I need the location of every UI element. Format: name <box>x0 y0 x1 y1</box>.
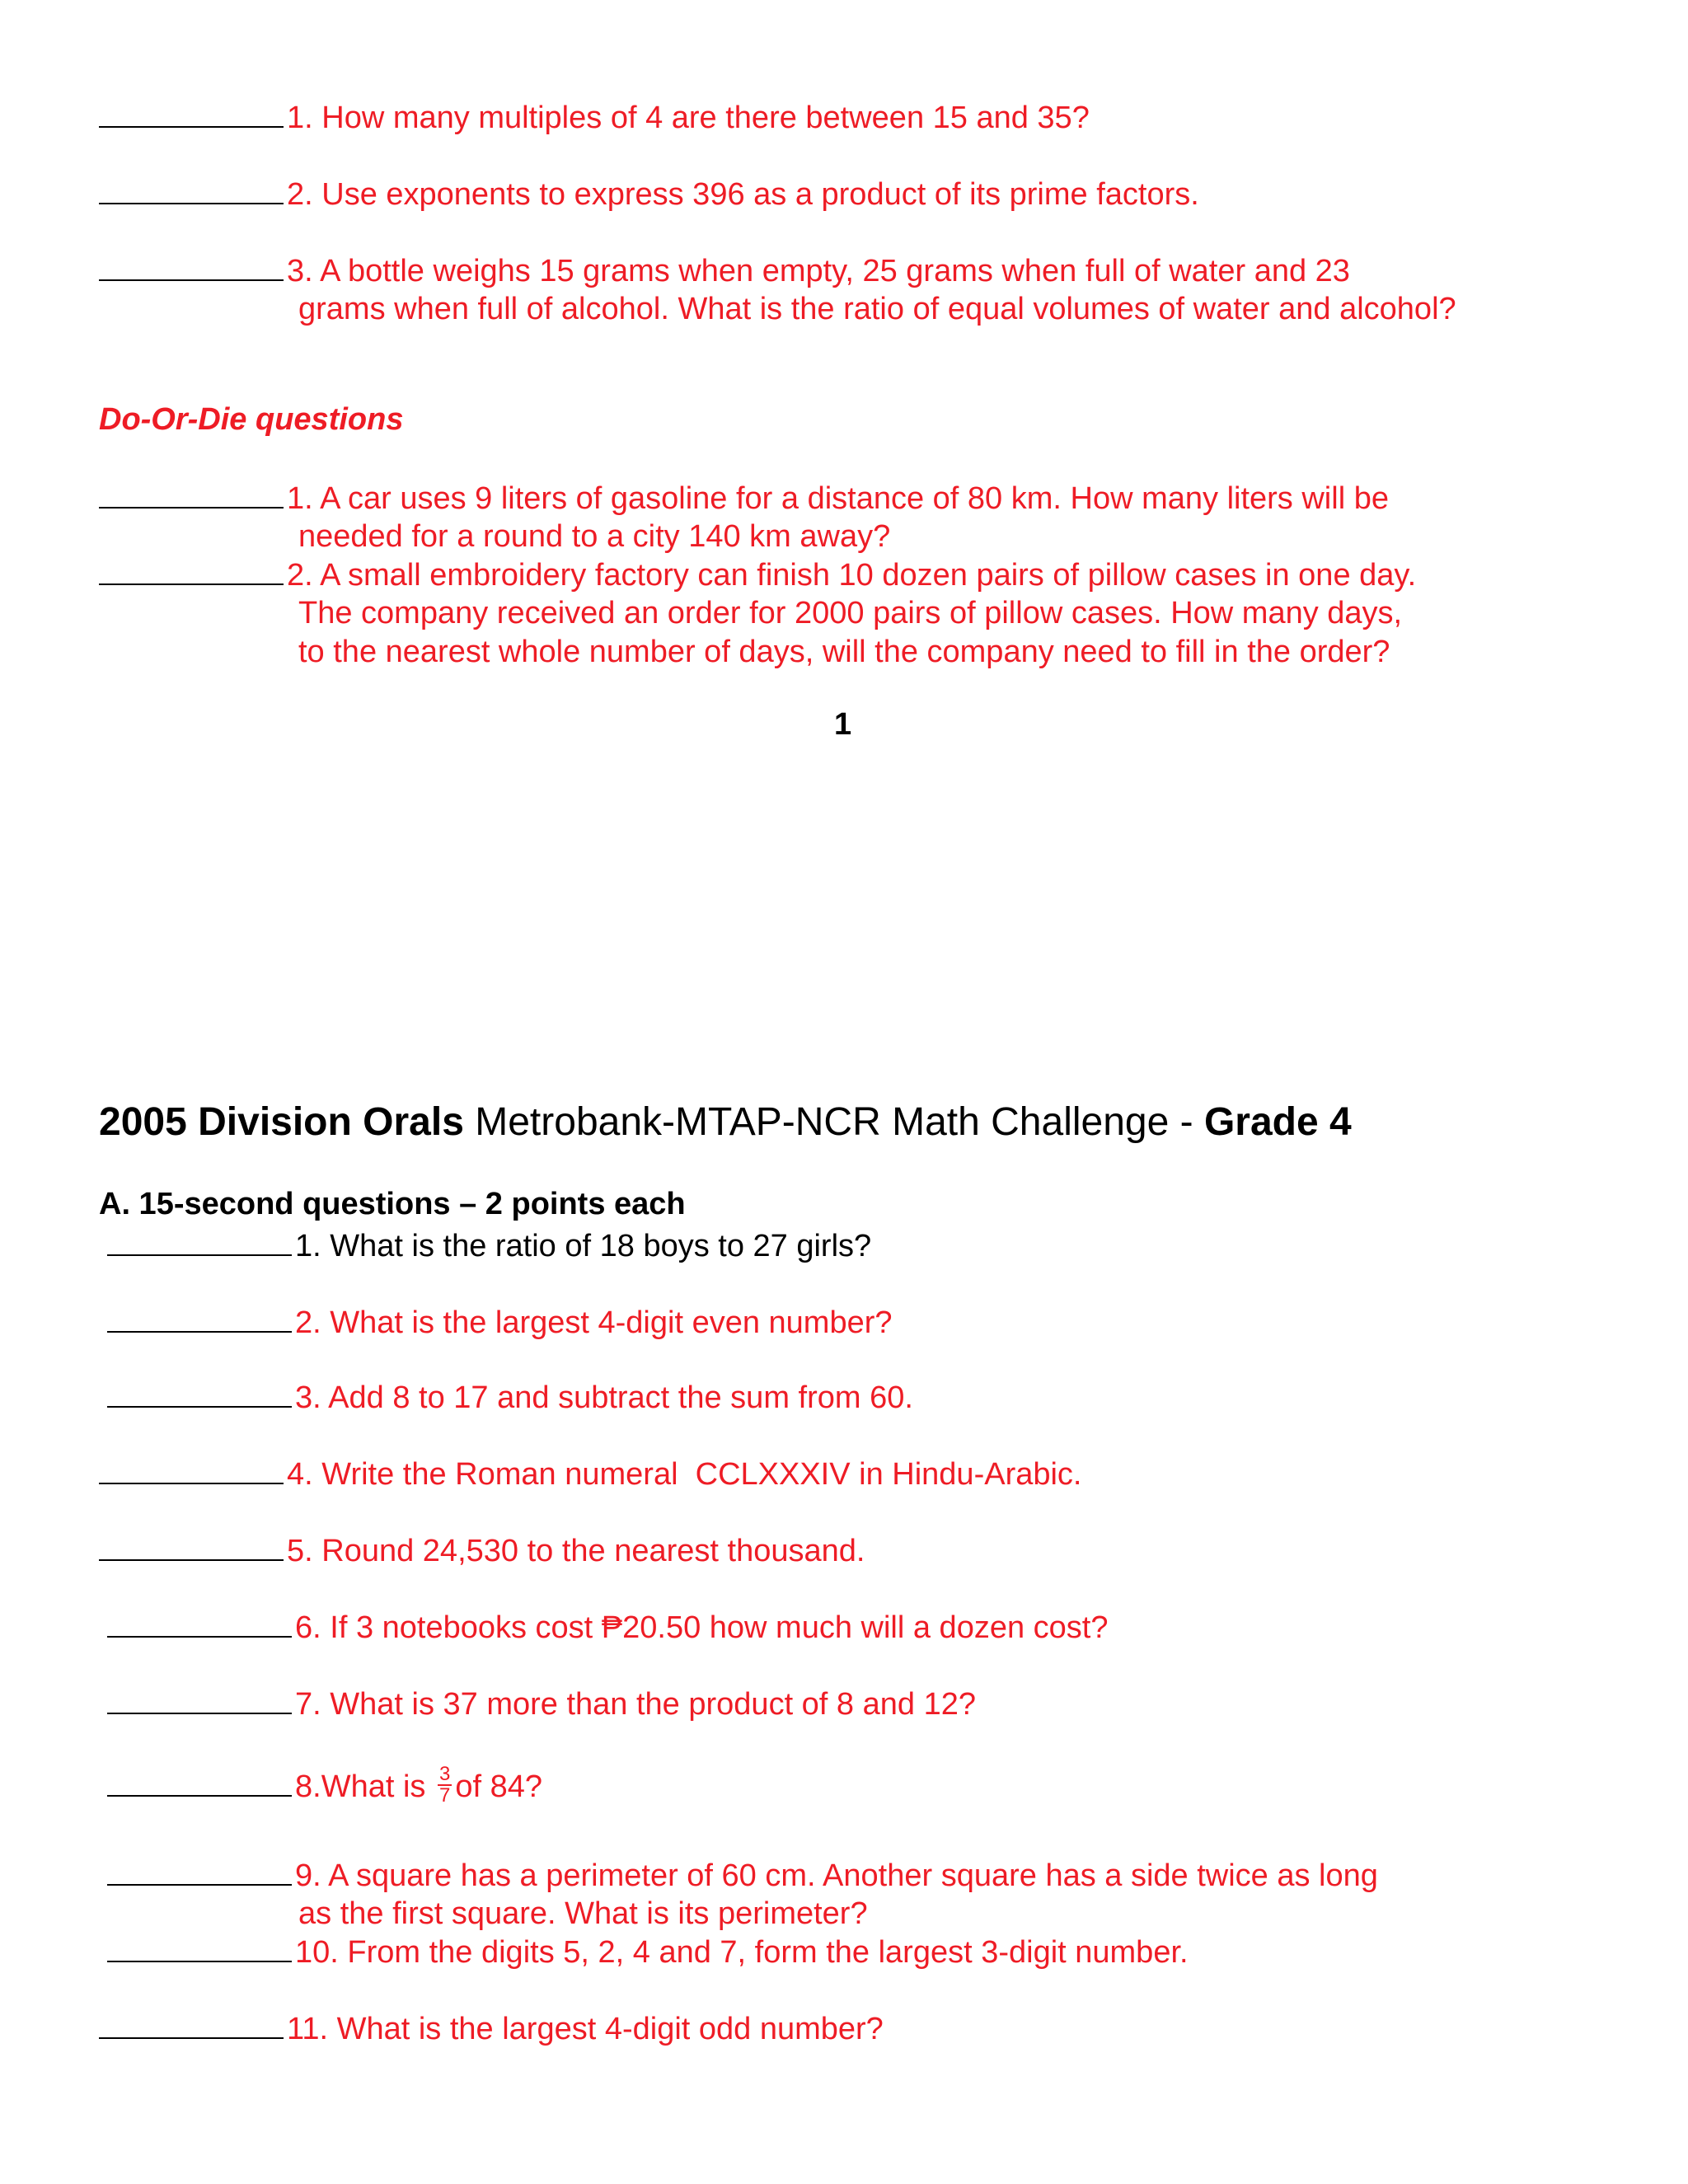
question-text-after: of 84? <box>455 1769 542 1805</box>
section-a-question-3 <box>107 1379 913 1418</box>
top-question-1 <box>99 99 1090 138</box>
section-a-question-9 <box>107 1857 1378 1896</box>
top-question-3 <box>99 252 1350 291</box>
question-text: Add 8 to 17 and subtract the sum from 60. <box>328 1380 913 1415</box>
top-question-3-cont <box>298 290 1456 329</box>
section-a-question-9-cont <box>298 1895 868 1933</box>
answer-blank[interactable] <box>107 1688 292 1714</box>
answer-blank[interactable] <box>99 1458 284 1484</box>
question-number: 2. <box>287 177 313 212</box>
question-text: grams when full of alcohol. What is the ratio of equal volumes of water and alcohol? <box>298 292 1456 326</box>
question-number: 1. <box>287 481 313 516</box>
section-a-heading: A. 15-second questions – 2 points each <box>99 1187 686 1221</box>
question-text: Use exponents to express 396 as a product of its prime factors. <box>321 177 1199 212</box>
section-a-question-6 <box>107 1609 1108 1647</box>
answer-blank[interactable] <box>107 1381 292 1408</box>
answer-blank[interactable] <box>107 1936 292 1962</box>
question-text: as the first square. What is its perimeter? <box>298 1896 868 1931</box>
question-number: 6. <box>295 1610 321 1645</box>
answer-blank[interactable] <box>107 1230 292 1256</box>
question-text: What is 37 more than the product of 8 and 12? <box>330 1687 976 1722</box>
question-number: 3. <box>287 254 313 288</box>
do-or-die-heading: Do-Or-Die questions <box>99 402 404 437</box>
answer-blank[interactable] <box>107 1770 292 1797</box>
section-a-question-11 <box>99 2010 884 2049</box>
question-text: If 3 notebooks cost ₱20.50 how much will a dozen cost? <box>330 1610 1109 1645</box>
question-text: What is <box>321 1769 426 1805</box>
do-or-die-question-2-cont2 <box>298 633 1390 672</box>
document-title <box>99 1098 1352 1147</box>
question-number: 11. <box>287 2012 329 2046</box>
question-text: What is the largest 4-digit even number? <box>330 1305 893 1340</box>
do-or-die-question-1 <box>99 480 1389 518</box>
answer-blank[interactable] <box>99 101 284 128</box>
question-text: From the digits 5, 2, 4 and 7, form the largest 3-digit number. <box>347 1935 1189 1970</box>
answer-blank[interactable] <box>99 178 284 204</box>
question-number: 10. <box>295 1935 339 1970</box>
do-or-die-question-1-cont <box>298 518 890 556</box>
top-question-2 <box>99 176 1199 214</box>
question-number: 1. <box>295 1229 321 1263</box>
question-text: Round 24,530 to the nearest thousand. <box>321 1534 865 1568</box>
question-text: A square has a perimeter of 60 cm. Another square has a side twice as long <box>328 1858 1378 1893</box>
question-number: 5. <box>287 1534 313 1568</box>
question-text: A small embroidery factory can finish 10 dozen pairs of pillow cases in one day. <box>320 558 1417 593</box>
answer-blank[interactable] <box>99 482 284 509</box>
question-text: What is the ratio of 18 boys to 27 girls? <box>330 1229 872 1263</box>
section-a-question-10 <box>107 1933 1189 1972</box>
question-number: 1. <box>287 101 313 135</box>
question-text: How many multiples of 4 are there between 15 and 35? <box>321 101 1090 135</box>
title-competition: Metrobank-MTAP-NCR Math Challenge - <box>463 1100 1204 1144</box>
question-number: 4. <box>287 1457 313 1492</box>
fraction-denominator: 7 <box>438 1784 451 1807</box>
question-number: 9. <box>295 1858 321 1893</box>
do-or-die-question-2-cont <box>298 594 1402 633</box>
question-text: The company received an order for 2000 pairs of pillow cases. How many days, <box>298 596 1403 630</box>
answer-blank[interactable] <box>107 1306 292 1333</box>
page-number: 1 <box>834 707 852 742</box>
question-text: What is the largest 4-digit odd number? <box>336 2012 884 2046</box>
question-number: 7. <box>295 1687 321 1722</box>
section-a-question-8 <box>107 1763 542 1809</box>
section-a-question-4 <box>99 1455 1082 1494</box>
answer-blank[interactable] <box>99 2013 284 2039</box>
title-grade: Grade 4 <box>1203 1100 1352 1144</box>
section-a-question-2 <box>107 1304 893 1343</box>
answer-blank[interactable] <box>99 559 284 585</box>
answer-blank[interactable] <box>99 1535 284 1561</box>
fraction-three-sevenths <box>438 1765 452 1806</box>
question-text: A bottle weighs 15 grams when empty, 25 grams when full of water and 23 <box>320 254 1350 288</box>
question-number: 2. <box>295 1305 321 1340</box>
question-text: needed for a round to a city 140 km away? <box>298 519 891 554</box>
question-number: 8. <box>295 1769 321 1805</box>
answer-blank[interactable] <box>99 255 284 281</box>
section-a-question-5 <box>99 1532 865 1571</box>
question-text: A car uses 9 liters of gasoline for a distance of 80 km. How many liters will be <box>320 481 1389 516</box>
answer-blank[interactable] <box>107 1611 292 1638</box>
question-text: to the nearest whole number of days, will the company need to fill in the order? <box>298 635 1390 669</box>
question-number: 2. <box>287 558 313 593</box>
answer-blank[interactable] <box>107 1859 292 1886</box>
title-division-orals: 2005 Division Orals <box>99 1100 464 1144</box>
section-a-question-7 <box>107 1685 976 1724</box>
fraction-numerator: 3 <box>438 1763 451 1785</box>
question-number: 3. <box>295 1380 321 1415</box>
section-a-question-1 <box>107 1227 871 1266</box>
question-text: Write the Roman numeral CCLXXXIV in Hindu-Arabic. <box>321 1457 1082 1492</box>
do-or-die-question-2 <box>99 556 1416 595</box>
